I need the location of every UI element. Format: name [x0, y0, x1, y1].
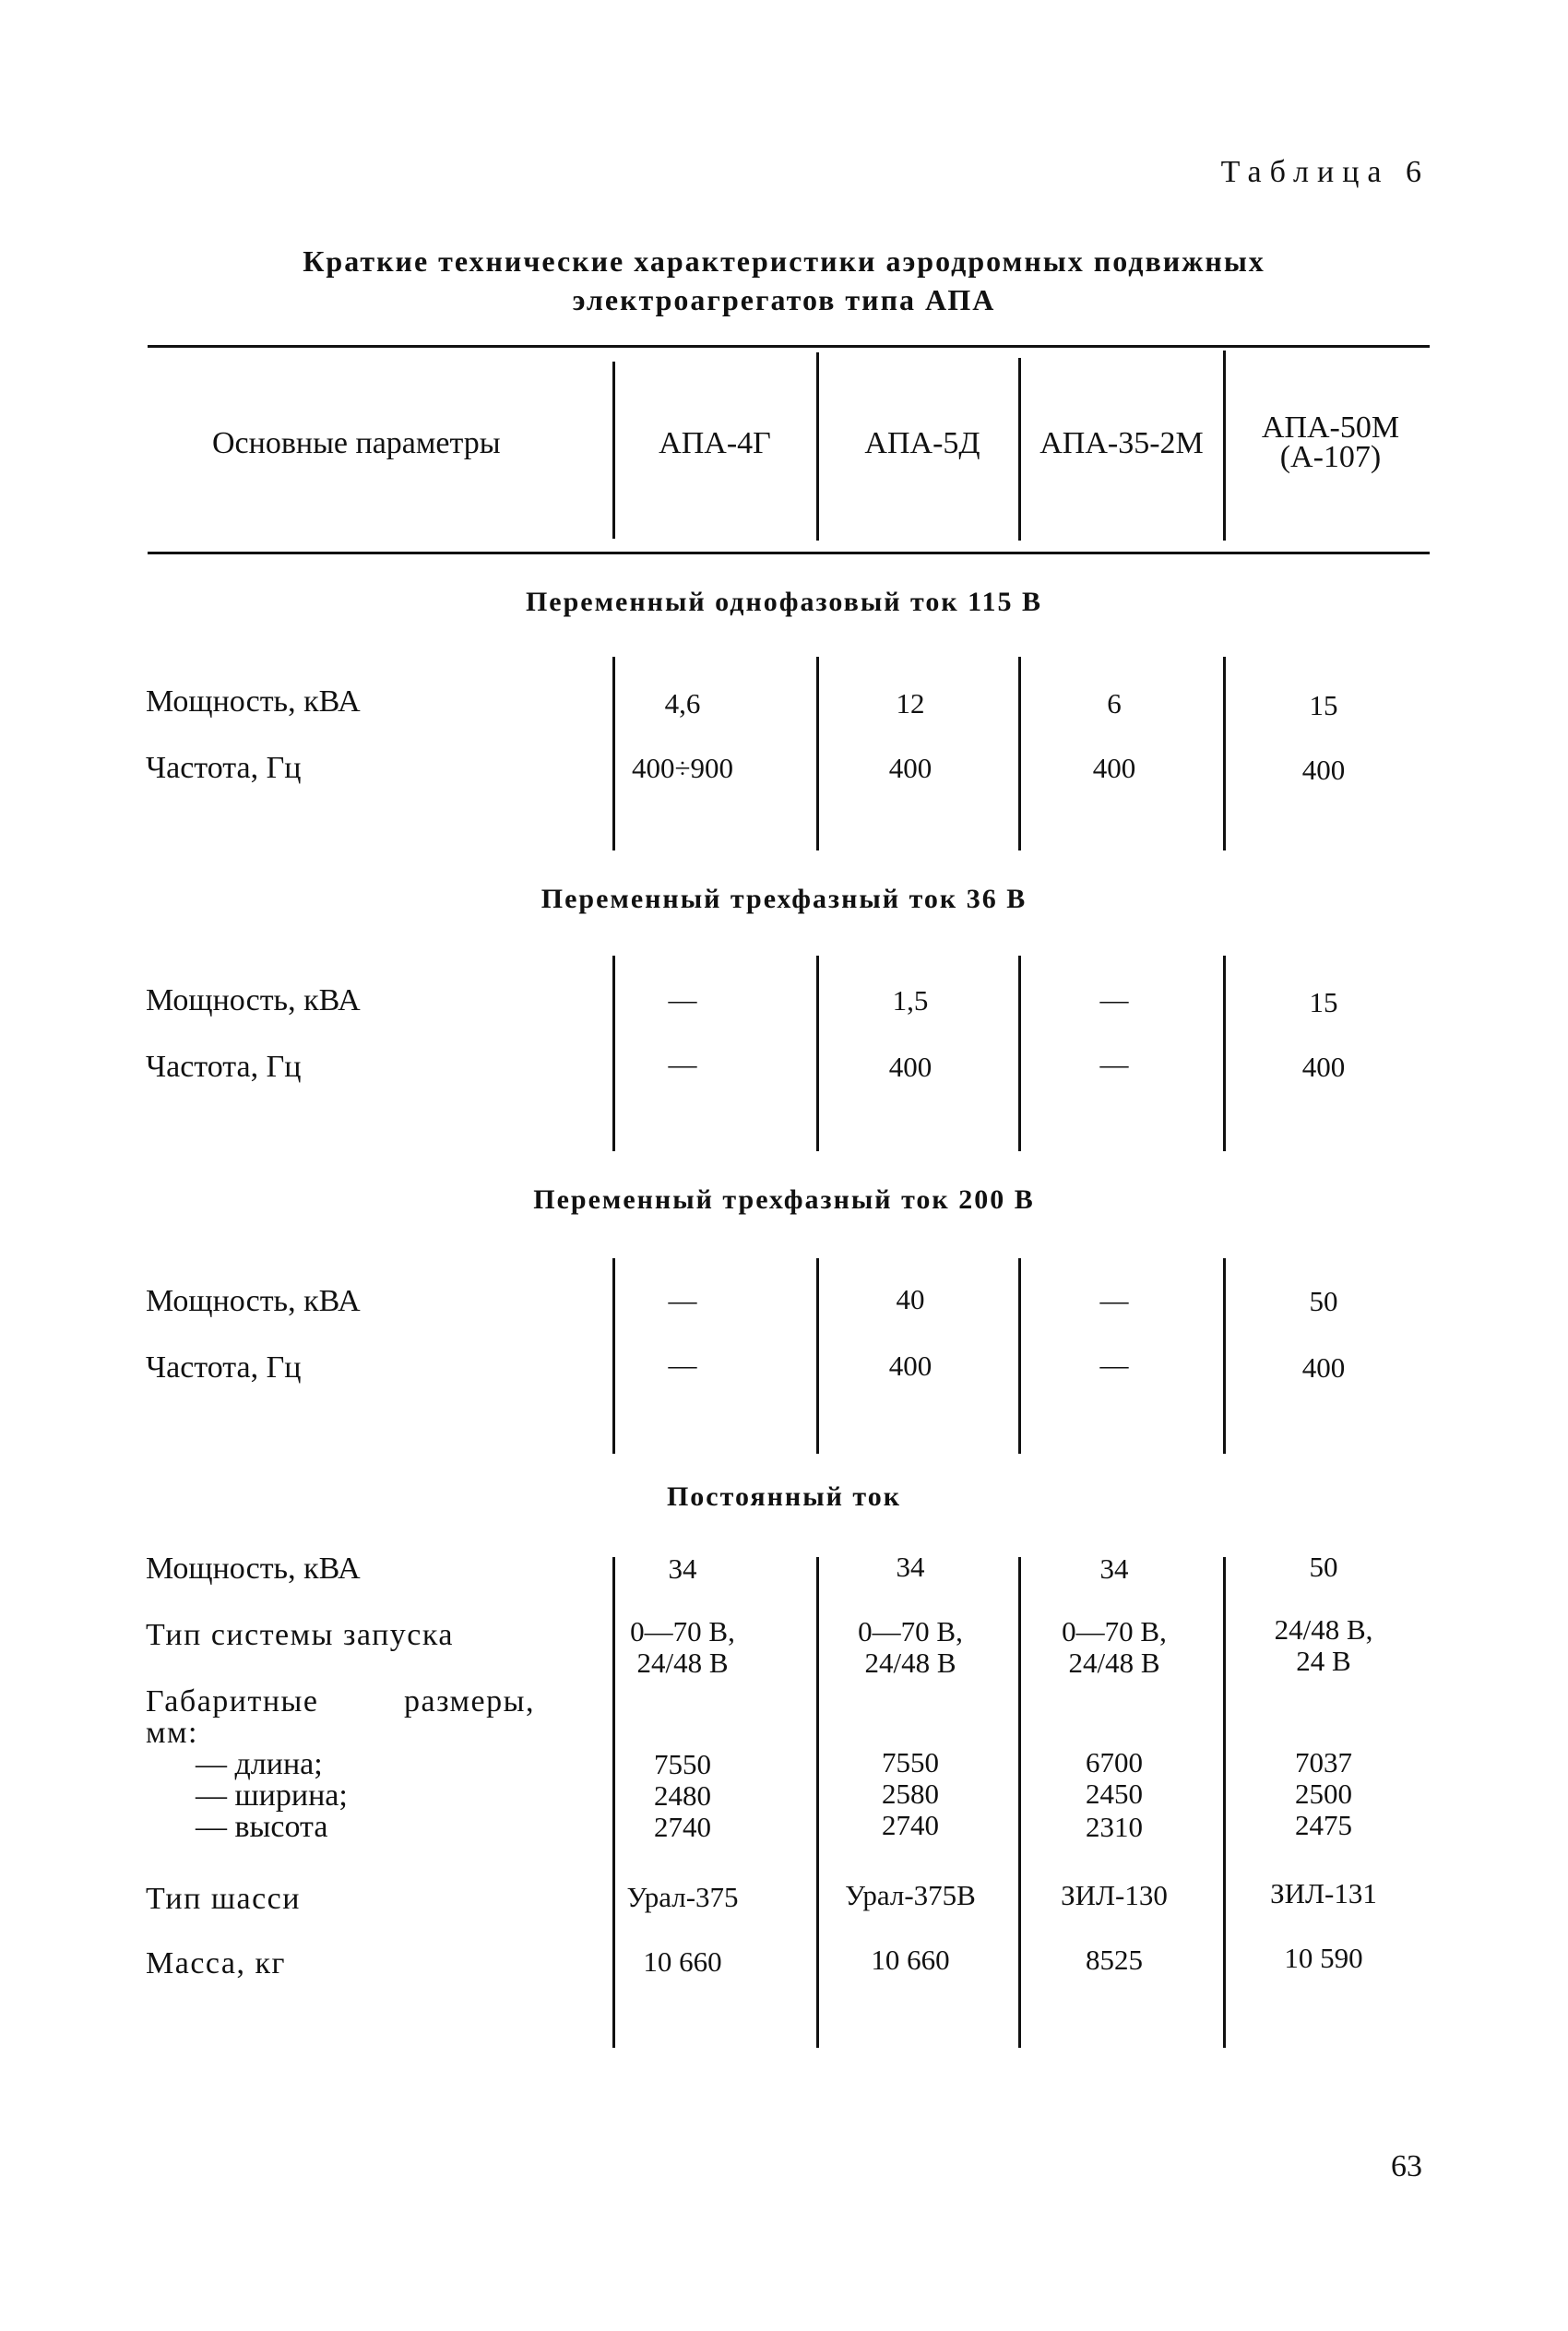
row-label: Масса, кг [146, 1946, 286, 1980]
table-cell: — [668, 1349, 697, 1381]
row-label: Частота, Гц [146, 1350, 302, 1385]
header-col-apa-50m-line-2: (А-107) [1279, 440, 1382, 474]
table-cell: 50 [1309, 1285, 1338, 1317]
table-cell: 2475 [1295, 1809, 1352, 1841]
table-cell: ЗИЛ-131 [1270, 1877, 1377, 1909]
section-2-divider-3 [1018, 956, 1021, 1151]
table-cell: 1,5 [892, 984, 929, 1017]
table-cell: 6700 [1086, 1746, 1143, 1778]
table-cell: 6 [1107, 687, 1122, 720]
table-cell: 400 [888, 752, 932, 784]
header-divider-3 [1018, 358, 1021, 541]
table-cell: 400 [1092, 752, 1136, 784]
table-cell: 2740 [654, 1811, 711, 1843]
table-cell: — [1099, 983, 1129, 1016]
table-cell: 50 [1309, 1551, 1338, 1583]
row-label: — высота [196, 1810, 328, 1844]
table-cell: 2740 [882, 1809, 939, 1841]
header-col-apa-4g: АПА-4Г [659, 426, 771, 460]
table-cell: — [1099, 1284, 1129, 1316]
table-cell: 40 [896, 1283, 925, 1315]
table-cell: 7037 [1295, 1746, 1352, 1778]
table-cell: Урал-375В [845, 1879, 976, 1911]
section-3-divider-4 [1223, 1258, 1226, 1454]
row-label: Тип шасси [146, 1882, 301, 1916]
table-cell: 400 [888, 1051, 932, 1083]
row-label: мм: [146, 1716, 198, 1750]
table-cell: 400 [1301, 1351, 1346, 1384]
table-cell [1022, 1616, 1206, 1679]
table-cell: 10 590 [1284, 1942, 1363, 1974]
row-label: Частота, Гц [146, 1050, 302, 1084]
table-cell: 34 [896, 1551, 925, 1583]
row-label: Габаритные [146, 1684, 319, 1719]
section-4-divider-3 [1018, 1557, 1021, 2048]
section-2-divider-4 [1223, 956, 1226, 1151]
header-col-apa-50m [1236, 410, 1425, 474]
table-cell: — [668, 1284, 697, 1316]
row-label: Тип системы запуска [146, 1618, 454, 1652]
header-divider-1 [612, 362, 615, 539]
section-title-1: Переменный однофазовый ток 115 В [525, 587, 1043, 617]
table-cell: — [1099, 1048, 1129, 1080]
table-cell: — [668, 1048, 697, 1080]
header-bottom-rule [148, 552, 1430, 554]
header-top-rule [148, 345, 1430, 348]
table-cell: Урал-375 [626, 1881, 739, 1913]
table-cell: 400 [888, 1350, 932, 1382]
table-cell: — [668, 983, 697, 1016]
table-cell: 10 660 [643, 1945, 722, 1978]
row-label: — длина; [196, 1747, 323, 1781]
table-cell: 7550 [654, 1748, 711, 1780]
section-1-divider-3 [1018, 657, 1021, 850]
header-param-label: Основные параметры [212, 426, 501, 460]
table-cell: 7550 [882, 1746, 939, 1778]
table-cell-line: 24/48 В [1068, 1647, 1160, 1679]
header-col-apa-35-2m: АПА-35-2М [1039, 426, 1204, 460]
table-cell: 400 [1301, 754, 1346, 786]
section-3-divider-3 [1018, 1258, 1021, 1454]
table-cell [1231, 1614, 1416, 1677]
table-title-line-1: Краткие технические характеристики аэродромных подвижных [303, 244, 1265, 278]
table-cell-line: 0—70 В, [630, 1615, 735, 1647]
row-label: Мощность, кВА [146, 1284, 361, 1318]
table-cell: 2480 [654, 1779, 711, 1812]
row-label: размеры, [404, 1684, 535, 1719]
table-cell: 8525 [1086, 1944, 1143, 1976]
table-cell: 15 [1309, 689, 1338, 721]
table-cell: 10 660 [871, 1944, 950, 1976]
section-title-3: Переменный трехфазный ток 200 В [533, 1184, 1035, 1215]
section-title-2: Переменный трехфазный ток 36 В [540, 884, 1028, 914]
table-cell-line: 24 В [1296, 1645, 1351, 1677]
table-cell: 400÷900 [631, 752, 733, 784]
table-title [0, 242, 1568, 319]
table-cell: — [1099, 1349, 1129, 1381]
table-cell-line: 0—70 В, [858, 1615, 963, 1647]
table-cell: 2450 [1086, 1778, 1143, 1810]
table-cell: 2310 [1086, 1811, 1143, 1843]
row-label: — ширина; [196, 1778, 348, 1813]
table-cell [590, 1616, 775, 1679]
row-label: Мощность, кВА [146, 1552, 361, 1586]
table-cell [818, 1616, 1003, 1679]
table-cell: 15 [1309, 986, 1338, 1018]
header-divider-4 [1223, 351, 1226, 541]
section-4-divider-4 [1223, 1557, 1226, 2048]
table-cell-line: 24/48 В, [1274, 1613, 1373, 1646]
row-label: Мощность, кВА [146, 983, 361, 1017]
page-number: 63 [1391, 2149, 1422, 2183]
header-col-apa-50m-line-1: АПА-50М [1261, 410, 1400, 445]
table-cell: 2580 [882, 1778, 939, 1810]
table-cell: 34 [668, 1552, 697, 1585]
table-cell-line: 24/48 В [636, 1647, 729, 1679]
header-col-apa-5d: АПА-5Д [864, 426, 980, 460]
table-number: Таблица 6 [1220, 155, 1430, 189]
row-label: Мощность, кВА [146, 684, 361, 719]
table-cell: 12 [896, 687, 925, 720]
section-title-4: Постоянный ток [666, 1481, 902, 1512]
table-cell: ЗИЛ-130 [1061, 1879, 1168, 1911]
table-cell: 4,6 [664, 687, 701, 720]
header-divider-2 [816, 352, 819, 541]
table-cell: 34 [1099, 1552, 1129, 1585]
table-cell-line: 0—70 В, [1062, 1615, 1167, 1647]
table-cell: 400 [1301, 1051, 1346, 1083]
row-label: Частота, Гц [146, 751, 302, 785]
section-1-divider-4 [1223, 657, 1226, 850]
table-title-line-2: электроагрегатов типа АПА [572, 283, 996, 316]
table-cell: 2500 [1295, 1778, 1352, 1810]
table-cell-line: 24/48 В [864, 1647, 956, 1679]
